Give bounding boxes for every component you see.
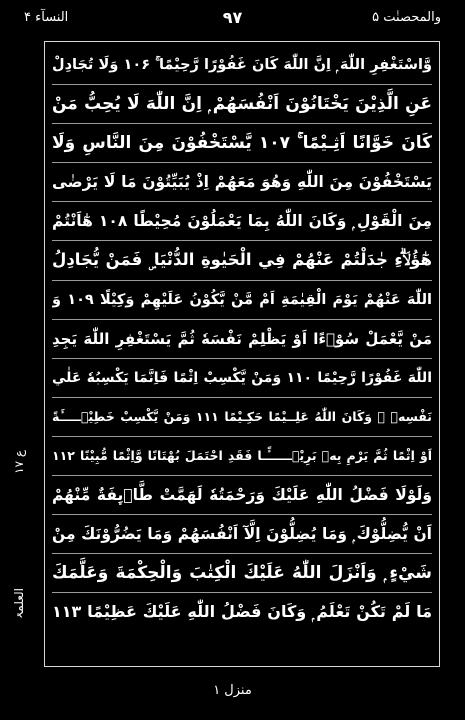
- verse-line-14: شَيْءٍ ۭ وَاَنْزَلَ اللّٰهُ عَلَيْكَ الْكِتٰبَ وَالْحِكْمَةَ وَعَلَّمَكَ: [52, 554, 432, 593]
- ruku-marker: ع ۱۷: [12, 450, 26, 474]
- verse-line-10: نَفْسِهٖ ۭ وَكَانَ اللّٰهُ عَلِــيْمًا حَكِـيْمًا ۱۱۱ وَمَنْ يَّكْسِبْ خَطِيْۗـــــَٔةً: [52, 398, 432, 437]
- verse-line-12: وَلَوْلَا فَضْلُ اللّٰهِ عَلَيْكَ وَرَحْمَتُهٗ لَهَمَّتْ طَّاۗىِٕفَةٌ مِّنْھُمْ: [52, 476, 432, 515]
- verse-line-13: اَنْ يُّضِلُّوْكَ ۭ وَمَا يُضِلُّوْنَ اِلَّآ اَنْفُسَھُمْ وَمَا يَضُرُّوْنَكَ مِنْ: [52, 515, 432, 554]
- juz-name: والمحصنٰت ۵: [372, 10, 441, 25]
- verse-line-3: كَانَ خَوَّانًا اَثِـيْمًا ۚ ۱۰۷ يَّسْتَخْفُوْنَ مِنَ النَّاسِ وَلَا: [52, 124, 432, 163]
- margin-label: العلمۃ: [12, 588, 26, 619]
- verse-line-1: وَّاسْتَغْفِرِ اللّٰهَ ۭ اِنَّ اللّٰهَ كَانَ غَفُوْرًا رَّحِيْمًا ۚ ۱۰۶ وَلَا تُجَادِلْ: [52, 46, 432, 85]
- verse-line-4: يَسْتَخْفُوْنَ مِنَ اللّٰهِ وَھُوَ مَعَھُمْ اِذْ يُبَيِّتُوْنَ مَا لَا يَرْضٰى: [52, 163, 432, 202]
- verse-line-2: عَنِ الَّذِيْنَ يَخْتَانُوْنَ اَنْفُسَھُمْ ۭ اِنَّ اللّٰهَ لَا يُحِبُّ مَنْ: [52, 85, 432, 124]
- quran-text-block: [52, 46, 432, 632]
- verse-line-9: اللّٰهَ غَفُوْرًا رَّحِيْمًا ۱۱۰ وَمَنْ يَّكْسِبْ اِثْمًا فَاِنَّمَا يَكْسِبُهٗ عَلٰي: [52, 359, 432, 398]
- verse-line-11: اَوْ اِثْمًا ثُمَّ يَرْمِ بِهٖ بَرِيْۗــــــًٔـا فَقَدِ احْتَمَلَ بُهْتَانًا وَّاِثْمًا مُّبِيْنًا ۱۱۲: [52, 437, 432, 476]
- manzil-footer: منزل ١: [213, 683, 252, 698]
- page-number: ۹۷: [222, 8, 243, 27]
- verse-line-8: مَنْ يَّعْمَلْ سُوْۗءًا اَوْ يَظْلِمْ نَفْسَهٗ ثُمَّ يَسْتَغْفِرِ اللّٰهَ يَجِدِ: [52, 320, 432, 359]
- verse-line-5: مِنَ الْقَوْلِ ۭ وَكَانَ اللّٰهُ بِمَا يَعْمَلُوْنَ مُحِيْطًا ۱۰۸ ھٰٓاَنْتُمْ: [52, 202, 432, 241]
- verse-line-7: اللّٰهَ عَنْھُمْ يَوْمَ الْقِيٰمَةِ اَمْ مَّنْ يَّكُوْنُ عَلَيْهِمْ وَكِيْلًا ۱۰۹ وَ: [52, 281, 432, 320]
- verse-line-6: ھٰٓؤُلَاۗءِ جٰدَلْتُمْ عَنْھُمْ فِي الْحَيٰوةِ الدُّنْيَا ۣ فَمَنْ يُّجَادِلُ: [52, 241, 432, 280]
- page-header: [0, 8, 465, 34]
- verse-line-15: مَا لَمْ تَكُنْ تَعْلَمُ ۭ وَكَانَ فَضْلُ اللّٰهِ عَلَيْكَ عَظِيْمًا ۱۱۳: [52, 602, 432, 622]
- surah-name: النسآء ۴: [24, 10, 69, 25]
